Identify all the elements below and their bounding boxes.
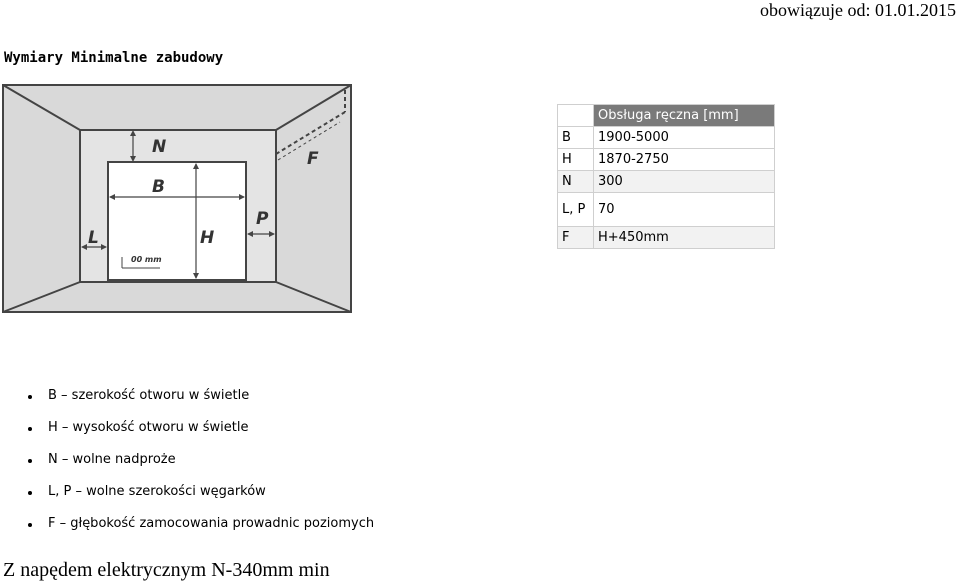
label-b: B	[152, 177, 165, 197]
bullet-icon	[28, 523, 32, 527]
legend-text: B – szerokość otworu w świetle	[48, 388, 250, 403]
bullet-icon	[28, 491, 32, 495]
valid-from-date: obowiązuje od: 01.01.2015	[760, 0, 956, 20]
list-item	[48, 514, 374, 546]
row-key: N	[558, 171, 594, 193]
legend-text: L, P – wolne szerokości węgarków	[48, 484, 266, 499]
table-row	[558, 149, 775, 171]
list-item	[48, 418, 374, 450]
label-mm: 00 mm	[131, 255, 162, 264]
table-row	[558, 193, 775, 227]
row-key: B	[558, 127, 594, 149]
legend-list	[48, 386, 374, 546]
label-f: F	[307, 149, 319, 169]
label-l: L	[88, 228, 99, 248]
row-key: F	[558, 227, 594, 249]
label-h: H	[200, 228, 215, 248]
page-title: Wymiary Minimalne zabudowy	[4, 50, 224, 66]
legend-text: N – wolne nadproże	[48, 452, 176, 467]
row-value: 70	[594, 193, 775, 227]
table-header-row	[558, 105, 775, 127]
list-item	[48, 450, 374, 482]
row-value: 1900-5000	[594, 127, 775, 149]
list-item	[48, 386, 374, 418]
bullet-icon	[28, 427, 32, 431]
row-value: 300	[594, 171, 775, 193]
table-header: Obsługa ręczna [mm]	[594, 105, 775, 127]
label-p: P	[256, 209, 269, 229]
row-key: L, P	[558, 193, 594, 227]
table-row	[558, 227, 775, 249]
row-value: H+450mm	[594, 227, 775, 249]
legend-text: H – wysokość otworu w świetle	[48, 420, 249, 435]
bullet-icon	[28, 395, 32, 399]
motor-note: Z napędem elektrycznym N-340mm min	[3, 559, 330, 581]
row-value: 1870-2750	[594, 149, 775, 171]
bullet-icon	[28, 459, 32, 463]
list-item	[48, 482, 374, 514]
table-header-empty	[558, 105, 594, 127]
row-key: H	[558, 149, 594, 171]
table-row	[558, 171, 775, 193]
table-row	[558, 127, 775, 149]
garage-dimension-diagram	[0, 82, 356, 316]
legend-text: F – głębokość zamocowania prowadnic poziomych	[48, 516, 375, 531]
label-n: N	[152, 137, 167, 157]
dimensions-table	[557, 104, 775, 249]
